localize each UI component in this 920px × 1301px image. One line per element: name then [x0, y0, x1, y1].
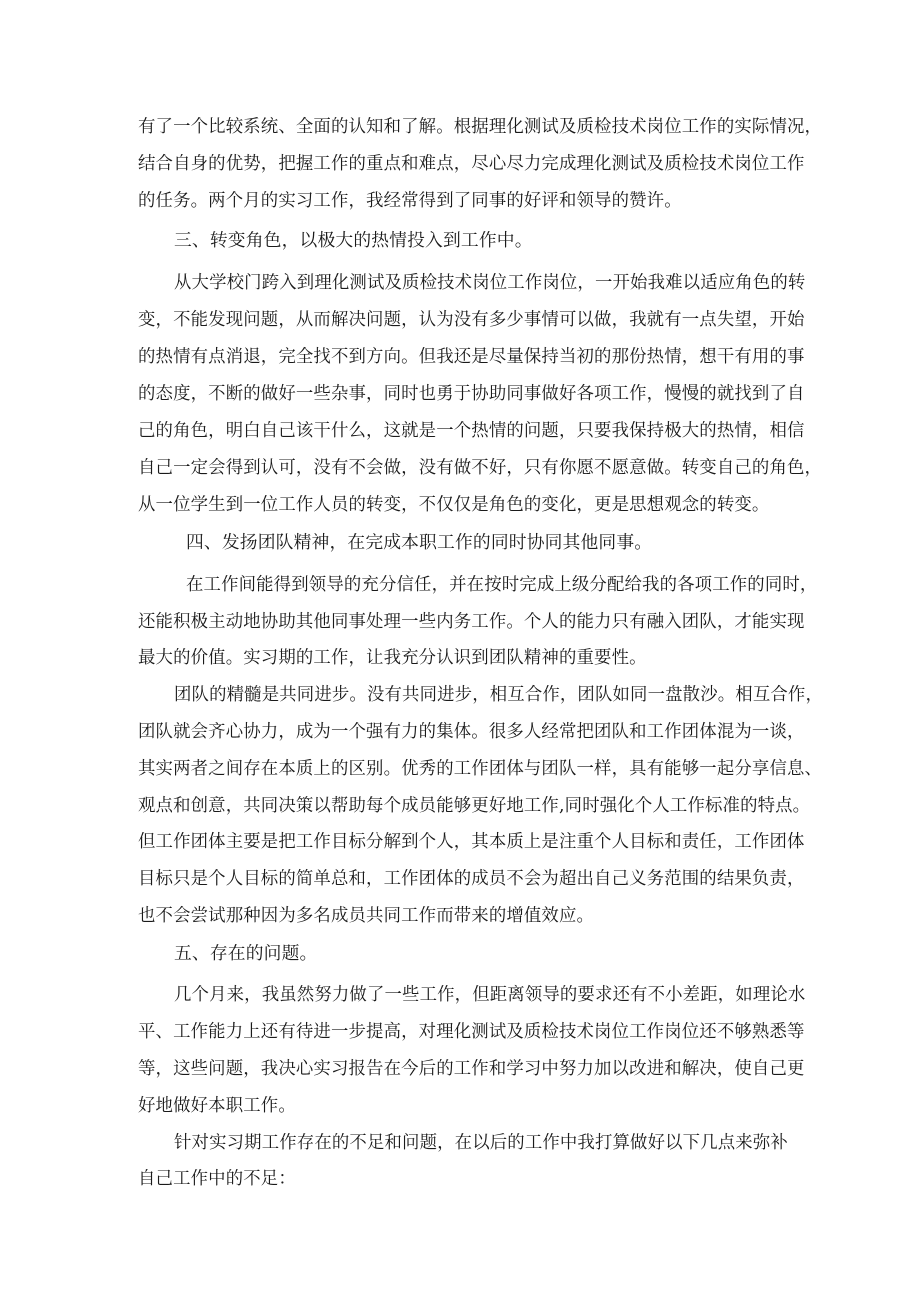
paragraph-line: 但工作团体主要是把工作目标分解到个人，其本质上是注重个人目标和责任，工作团体	[138, 832, 805, 852]
paragraph-line: 目标只是个人目标的简单总和，工作团体的成员不会为超出自己义务范围的结果负责，	[138, 869, 805, 889]
paragraph-line: 的任务。两个月的实习工作，我经常得到了同事的好评和领导的赞许。	[138, 191, 682, 211]
section-heading: 四、发扬团队精神，在完成本职工作的同时协同其他同事。	[186, 532, 653, 553]
paragraph-line: 从大学校门跨入到理化测试及质检技术岗位工作岗位，一开始我难以适应角色的转	[174, 273, 806, 293]
section-heading: 五、存在的问题。	[174, 943, 318, 964]
paragraph-line: 团队的精髓是共同进步。没有共同进步，相互合作，团队如同一盘散沙。相互合作，	[174, 685, 824, 705]
paragraph-line: 团队就会齐心协力，成为一个强有力的集体。很多人经常把团队和工作团体混为一谈，	[138, 722, 805, 742]
paragraph-line: 等，这些问题，我决心实习报告在今后的工作和学习中努力加以改进和解决，使自己更	[138, 1059, 805, 1079]
paragraph-line: 变，不能发现问题，从而解决问题，认为没有多少事情可以做，我就有一点失望，开始	[138, 310, 805, 330]
paragraph-line: 从一位学生到一位工作人员的转变，不仅仅是角色的变化，更是思想观念的转变。	[138, 495, 770, 515]
paragraph-line: 自己工作中的不足：	[138, 1169, 296, 1189]
paragraph-line: 己的角色，明白自己该干什么，这就是一个热情的问题，只要我保持极大的热情，相信	[138, 421, 805, 441]
paragraph-line: 在工作间能得到领导的充分信任，并在按时完成上级分配给我的各项工作的同时，	[186, 575, 818, 595]
paragraph-line: 好地做好本职工作。	[138, 1096, 296, 1116]
paragraph-line: 观点和创意，共同决策以帮助每个成员能够更好地工作,同时强化个人工作标准的特点。	[138, 796, 811, 816]
paragraph-line: 自己一定会得到认可，没有不会做，没有做不好，只有你愿不愿意做。转变自己的角色，	[138, 458, 823, 478]
paragraph-line: 最大的价值。实习期的工作，让我充分认识到团队精神的重要性。	[138, 648, 647, 668]
paragraph-line: 有了一个比较系统、全面的认知和了解。根据理化测试及质检技术岗位工作的实际情况，	[138, 117, 823, 137]
paragraph-line: 针对实习期工作存在的不足和问题，在以后的工作中我打算做好以下几点来弥补	[174, 1133, 788, 1153]
paragraph-line: 其实两者之间存在本质上的区别。优秀的工作团体与团队一样，具有能够一起分享信息、	[138, 759, 823, 779]
paragraph-line: 的热情有点消退，完全找不到方向。但我还是尽量保持当初的那份热情，想干有用的事	[138, 347, 805, 367]
paragraph-line: 结合自身的优势，把握工作的重点和难点，尽心尽力完成理化测试及质检技术岗位工作	[138, 154, 805, 174]
paragraph-line: 还能积极主动地协助其他同事处理一些内务工作。个人的能力只有融入团队，才能实现	[138, 612, 805, 632]
paragraph-line: 也不会尝试那种因为多名成员共同工作而带来的增值效应。	[138, 906, 595, 926]
paragraph-line: 几个月来，我虽然努力做了一些工作，但距离领导的要求还有不小差距，如理论水	[174, 985, 806, 1005]
paragraph-line: 的态度，不断的做好一些杂事，同时也勇于协助同事做好各项工作，慢慢的就找到了自	[138, 384, 805, 404]
section-heading: 三、转变角色，以极大的热情投入到工作中。	[174, 230, 533, 251]
paragraph-line: 平、工作能力上还有待进一步提高，对理化测试及质检技术岗位工作岗位还不够熟悉等	[138, 1022, 805, 1042]
